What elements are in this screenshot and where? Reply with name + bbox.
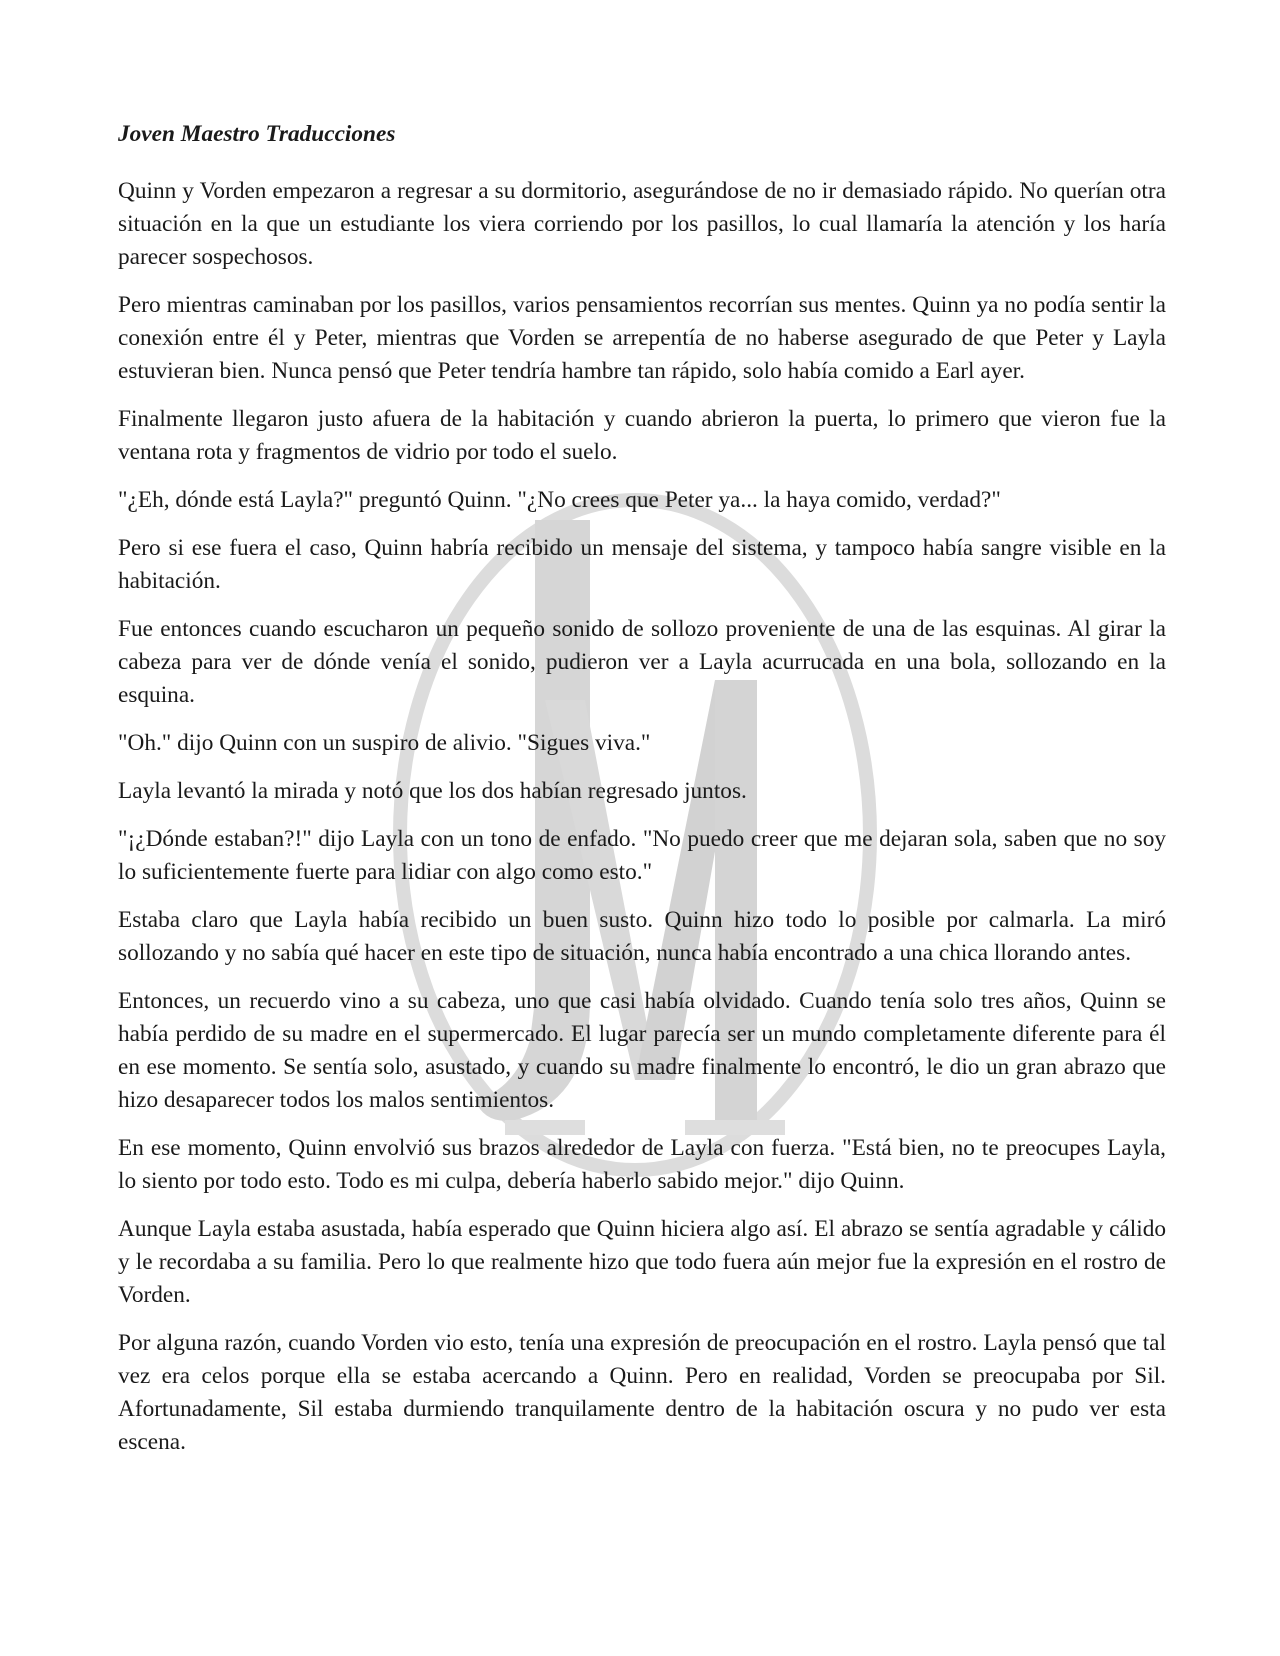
paragraph-5: Pero si ese fuera el caso, Quinn habría recibido un mensaje del sistema, y tampoco había sangre visible en la habitación. [118,535,1166,594]
paragraph-11: Entonces, un recuerdo vino a su cabeza, uno que casi había olvidado. Cuando tenía solo tres años, Quinn se había perdido de su madre en el supermercado. El lugar parecía ser un mundo completamente diferente para él en ese momento. Se sentía solo, asustado, y cuando su madre finalmente lo encontró, le dio un gran abrazo que hizo desaparecer todos los malos sentimientos. [118,988,1166,1113]
paragraph-12: En ese momento, Quinn envolvió sus brazos alrededor de Layla con fuerza. "Está bien, no te preocupes Layla, lo siento por todo esto. Todo es mi culpa, debería haberlo sabido mejor." dijo Quinn. [118,1135,1166,1194]
paragraph-2: Pero mientras caminaban por los pasillos, varios pensamientos recorrían sus mentes. Quinn ya no podía sentir la conexión entre él y Peter, mientras que Vorden se arrepentía de no haberse asegurado de que Peter y Layla estuvieran bien. Nunca pensó que Peter tendría hambre tan rápido, solo había comido a Earl ayer. [118,292,1166,384]
document-header: Joven Maestro Traducciones [118,121,396,147]
paragraph-9: "¡¿Dónde estaban?!" dijo Layla con un tono de enfado. "No puedo creer que me dejaran sola, saben que no soy lo suficientemente fuerte para lidiar con algo como esto." [118,826,1166,885]
paragraph-10: Estaba claro que Layla había recibido un buen susto. Quinn hizo todo lo posible por calmarla. La miró sollozando y no sabía qué hacer en este tipo de situación, nunca había encontrado a una chica llorando antes. [118,907,1166,966]
paragraph-4: "¿Eh, dónde está Layla?" preguntó Quinn. "¿No crees que Peter ya... la haya comido, verdad?" [118,487,1001,513]
paragraph-1: Quinn y Vorden empezaron a regresar a su dormitorio, asegurándose de no ir demasiado rápido. No querían otra situación en la que un estudiante los viera corriendo por los pasillos, lo cual llamaría la atención y los haría parecer sospechosos. [118,178,1166,270]
paragraph-8: Layla levantó la mirada y notó que los dos habían regresado juntos. [118,778,747,804]
paragraph-6: Fue entonces cuando escucharon un pequeño sonido de sollozo proveniente de una de las esquinas. Al girar la cabeza para ver de dónde venía el sonido, pudieron ver a Layla acurrucada en una bola, sollozando en la esquina. [118,616,1166,708]
paragraph-3: Finalmente llegaron justo afuera de la habitación y cuando abrieron la puerta, lo primero que vieron fue la ventana rota y fragmentos de vidrio por todo el suelo. [118,406,1166,465]
paragraph-7: "Oh." dijo Quinn con un suspiro de alivio. "Sigues viva." [118,730,651,756]
document-body [118,104,1166,1474]
paragraph-14: Por alguna razón, cuando Vorden vio esto, tenía una expresión de preocupación en el rostro. Layla pensó que tal vez era celos porque ella se estaba acercando a Quinn. Pero en realidad, Vorden se preocupaba por Sil. Afortunadamente, Sil estaba durmiendo tranquilamente dentro de la habitación oscura y no pudo ver esta escena. [118,1330,1166,1455]
paragraph-13: Aunque Layla estaba asustada, había esperado que Quinn hiciera algo así. El abrazo se sentía agradable y cálido y le recordaba a su familia. Pero lo que realmente hizo que todo fuera aún mejor fue la expresión en el rostro de Vorden. [118,1216,1166,1308]
